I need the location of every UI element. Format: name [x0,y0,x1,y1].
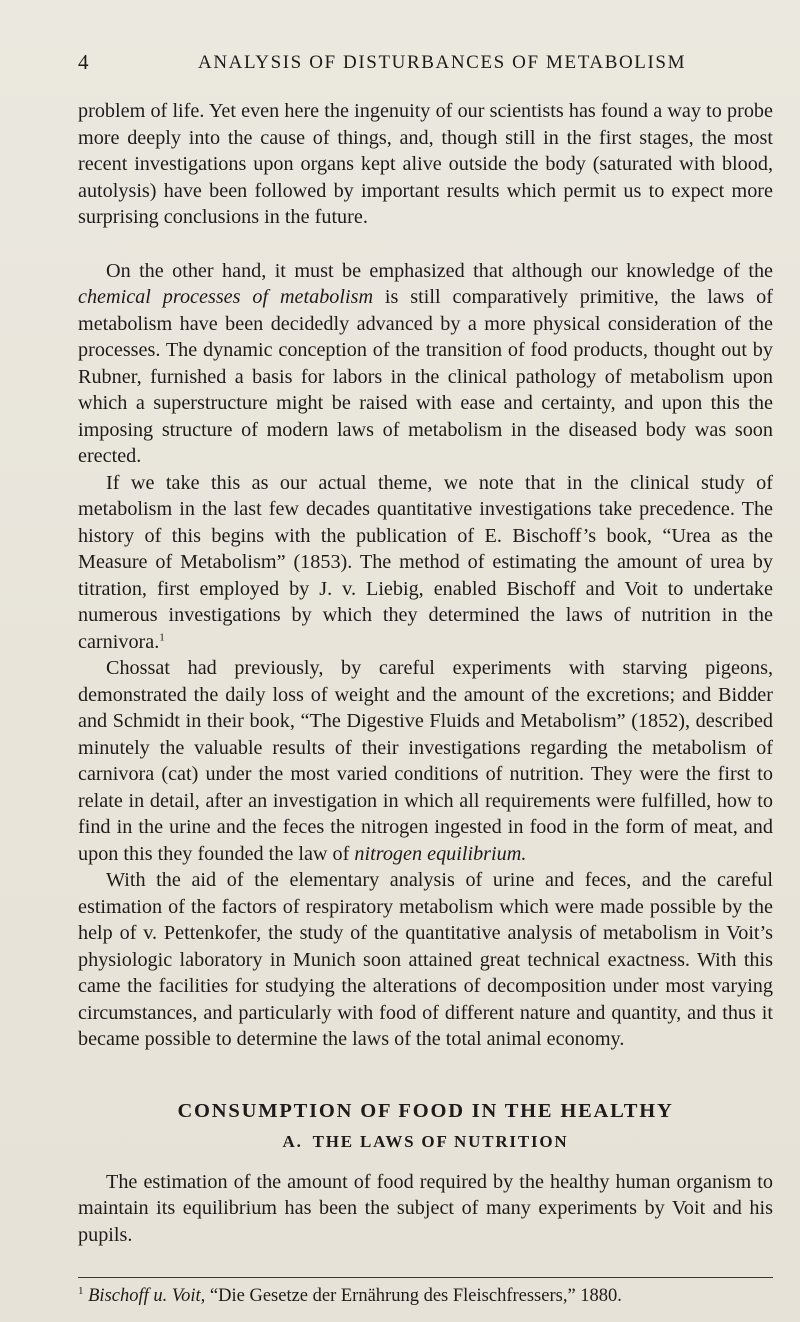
paragraph-5-text: With the aid of the elementary analysis of urine and feces, and the careful estimation of the factors of respiratory metabolism which were made possible by the help of v. Pettenkofer, the study of the quantitative analysis of metabolism in Voit’s physiologic laboratory in Munich soon attained great technical exactness. With this came the facilities for studying the alterations of decomposition under most varying circumstances, and particularly with food of different nature and quantity, and thus it became possible to determine the laws of the total animal economy. [78,869,773,1050]
paragraph-4-text: Chossat had previously, by careful experiments with starving pigeons, demonstrated the daily loss of weight and the amount of the excretions; and Bidder and Schmidt in their book, “The Digestive Fluids and Metabolism” (1852), described minutely the valuable results of their investigations regarding the metabolism of carnivora (cat) under the most varied conditions of nutrition. They were the first to relate in detail, after an investigation in which all requirements were fulfilled, how to find in the urine and the feces the nitrogen ingested in food in the form of meat, and upon this they founded the law of [78,657,773,865]
section-heading: CONSUMPTION OF FOOD IN THE HEALTHY [177,1099,674,1122]
section-paragraph [78,1169,773,1249]
paragraph-2-text-start: On the other hand, it must be emphasized that although our knowledge of the [106,259,773,282]
paragraph-2 [78,258,773,470]
section-paragraph-text: The estimation of the amount of food required by the healthy human organism to maintain its equilibrium has been the subject of many experiments by Voit and his pupils. [78,1170,773,1246]
footnote-reference: 1 [159,630,165,643]
paragraph-3 [78,470,773,656]
subsection-heading [78,1129,773,1155]
page-number: 4 [78,50,89,74]
running-head: ANALYSIS OF DISTURBANCES OF METABOLISM [198,52,687,73]
paragraph-4 [78,655,773,867]
footnote-marker: 1 [78,1284,84,1297]
paragraph-2-emphasis: chemical processes of metabolism [78,286,374,308]
paragraph-3-text: If we take this as our actual theme, we note that in the clinical study of metabolism in the last few decades quantitative investigations take precedence. The history of this begins with the publication of E. Bischoff’s book, “Urea as the Measure of Metabolism” (1853). The method of estimating the amount of urea by titration, first employed by J. v. Liebig, enabled Bischoff and Voit to undertake numerous investigations by which they determined the laws of nutrition in the carnivora. [78,471,773,653]
paragraph-1 [78,98,773,231]
paragraph-5 [78,867,773,1053]
body-text [78,98,773,1248]
paragraph-2-text-end: is still comparatively primitive, the laws of metabolism have been decidedly advanced by a more physical consideration of the processes. The dynamic conception of the transition of food products, thought out by Rubner, furnished a basis for labors in the clinical pathology of metabolism upon which a superstructure might be raised with ease and certainty, and upon this the imposing structure of modern laws of metabolism in the diseased body was soon erected. [78,286,773,467]
footnote-rule [78,1277,773,1278]
footnote [78,1284,773,1308]
footnote-authors: Bischoff u. Voit, [88,1286,206,1306]
subsection-title: THE LAWS OF NUTRITION [312,1131,569,1151]
subsection-label: A. [282,1131,303,1151]
page-header [0,50,800,80]
paragraph-4-emphasis: nitrogen equilibrium. [354,842,527,865]
footnote-text: “Die Gesetze der Ernährung des Fleischfressers,” 1880. [205,1286,622,1306]
paragraph-1-text: problem of life. Yet even here the ingenuity of our scientists has found a way to probe more deeply into the cause of things, and, though still in the first stages, the most recent investigations upon organs kept alive outside the body (saturated with blood, autolysis) have been followed by important results which permit us to expect more surprising conclusions in the future. [78,100,773,228]
